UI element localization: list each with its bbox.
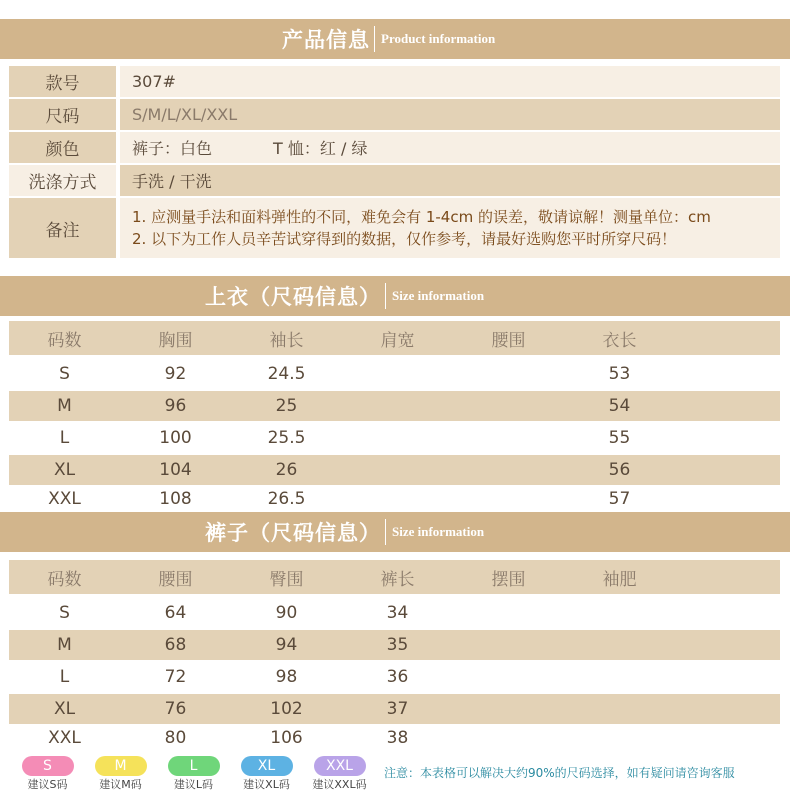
remarks-line-1: 1. 应测量手法和面料弹性的不同，难免会有 1-4cm 的误差，敬请谅解！测量单位：cm xyxy=(132,208,711,226)
header-cell: 码数 xyxy=(47,569,82,590)
table-row xyxy=(9,391,780,421)
table-cell: 94 xyxy=(275,635,298,655)
header-cell: 码数 xyxy=(47,330,82,351)
info-row-remarks xyxy=(9,198,780,258)
header-cell: 腰围 xyxy=(158,569,193,590)
header-cell: 袖长 xyxy=(269,330,304,351)
table-cell: 64 xyxy=(164,603,187,623)
table-cell: 92 xyxy=(164,364,187,384)
product-info-title: 产品信息 xyxy=(282,28,370,52)
table-row xyxy=(9,455,780,485)
pants-size-subtitle: Size information xyxy=(392,524,485,539)
table-cell: 102 xyxy=(270,699,303,719)
washing-value: 手洗 / 干洗 xyxy=(120,165,780,196)
badge-caption: 建议S码 xyxy=(27,778,68,790)
info-row-size xyxy=(9,99,780,130)
table-cell: 24.5 xyxy=(267,364,306,384)
pants-table-header xyxy=(9,560,780,594)
style-number-value: 307# xyxy=(120,66,780,97)
table-cell: 55 xyxy=(608,428,631,448)
product-info-subtitle: Product information xyxy=(381,31,496,46)
washing-label: 洗涤方式 xyxy=(9,165,116,196)
header-divider xyxy=(374,26,375,52)
info-row-washing xyxy=(9,165,780,196)
table-cell: 56 xyxy=(608,460,631,480)
table-cell: 108 xyxy=(159,489,192,509)
top-table-header xyxy=(9,321,780,355)
product-info-table xyxy=(9,66,780,260)
size-badge: S xyxy=(22,756,74,776)
table-cell: 26.5 xyxy=(267,489,306,509)
top-size-title: 上衣（尺码信息） xyxy=(205,285,381,309)
table-cell: XXL xyxy=(48,728,81,748)
color-label: 颜色 xyxy=(9,132,116,163)
table-cell: 100 xyxy=(159,428,192,448)
table-cell: 104 xyxy=(159,460,192,480)
table-cell: 96 xyxy=(164,396,187,416)
top-size-subtitle: Size information xyxy=(392,288,485,303)
table-cell: 35 xyxy=(386,635,409,655)
top-size-table xyxy=(9,321,780,513)
table-cell: XXL xyxy=(48,489,81,509)
size-label: 尺码 xyxy=(9,99,116,130)
size-badge: XL xyxy=(241,756,293,776)
header-divider xyxy=(385,519,386,545)
table-row xyxy=(9,662,780,692)
header-cell: 胸围 xyxy=(158,330,193,351)
table-cell: 53 xyxy=(608,364,631,384)
table-cell: 90 xyxy=(275,603,298,623)
table-cell: 80 xyxy=(164,728,187,748)
table-cell: 25 xyxy=(275,396,298,416)
table-row xyxy=(9,423,780,453)
table-cell: 26 xyxy=(275,460,298,480)
table-cell: 98 xyxy=(275,667,298,687)
badge-l xyxy=(158,756,229,790)
remarks-value xyxy=(120,198,780,258)
table-cell: L xyxy=(59,428,70,448)
badge-m xyxy=(85,756,156,790)
size-badge: L xyxy=(168,756,220,776)
table-cell: 57 xyxy=(608,489,631,509)
size-badge: M xyxy=(95,756,147,776)
pants-size-title: 裤子（尺码信息） xyxy=(205,521,381,545)
top-size-header xyxy=(0,276,790,316)
table-cell: 25.5 xyxy=(267,428,306,448)
table-cell: 37 xyxy=(386,699,409,719)
header-cell: 裤长 xyxy=(380,569,415,590)
pants-size-header xyxy=(0,512,790,552)
info-row-style xyxy=(9,66,780,97)
badge-caption: 建议XXL码 xyxy=(312,778,367,790)
style-number-label: 款号 xyxy=(9,66,116,97)
header-cell: 腰围 xyxy=(491,330,526,351)
table-cell: 72 xyxy=(164,667,187,687)
footer-note: 注意：本表格可以解决大约90%的尺码选择，如有疑问请咨询客服 xyxy=(384,766,735,780)
table-row xyxy=(9,487,780,511)
table-cell: L xyxy=(59,667,70,687)
header-cell: 肩宽 xyxy=(380,330,415,351)
table-cell: S xyxy=(59,603,70,623)
header-divider xyxy=(385,283,386,309)
badge-xxl xyxy=(304,756,375,790)
table-cell: 54 xyxy=(608,396,631,416)
table-cell: 36 xyxy=(386,667,409,687)
table-cell: 38 xyxy=(386,728,409,748)
table-cell: XL xyxy=(53,699,76,719)
table-row xyxy=(9,694,780,724)
table-cell: 106 xyxy=(270,728,303,748)
table-row xyxy=(9,598,780,628)
product-info-header xyxy=(0,19,790,59)
badge-caption: 建议L码 xyxy=(173,778,214,790)
table-row xyxy=(9,726,780,750)
badge-s xyxy=(12,756,83,790)
table-cell: 68 xyxy=(164,635,187,655)
remarks-label: 备注 xyxy=(9,198,116,258)
header-cell: 衣长 xyxy=(602,330,637,351)
badge-caption: 建议M码 xyxy=(99,778,142,790)
size-value: S/M/L/XL/XXL xyxy=(120,99,780,130)
table-cell: 34 xyxy=(386,603,409,623)
header-cell: 臀围 xyxy=(269,569,304,590)
table-cell: M xyxy=(57,396,72,416)
table-cell: XL xyxy=(53,460,76,480)
table-row xyxy=(9,630,780,660)
table-cell: M xyxy=(57,635,72,655)
size-badge: XXL xyxy=(314,756,366,776)
pants-size-table xyxy=(9,560,780,752)
info-row-color xyxy=(9,132,780,163)
remarks-line-2: 2. 以下为工作人员辛苦试穿得到的数据，仅作参考，请最好选购您平时所穿尺码！ xyxy=(132,230,677,248)
table-cell: S xyxy=(59,364,70,384)
table-row xyxy=(9,359,780,389)
size-badges xyxy=(12,756,377,790)
badge-xl xyxy=(231,756,302,790)
header-cell: 袖肥 xyxy=(602,569,637,590)
color-value: 裤子：白色 T 恤：红 / 绿 xyxy=(120,132,780,163)
table-cell: 76 xyxy=(164,699,187,719)
badge-caption: 建议XL码 xyxy=(243,778,290,790)
header-cell: 摆围 xyxy=(491,569,526,590)
